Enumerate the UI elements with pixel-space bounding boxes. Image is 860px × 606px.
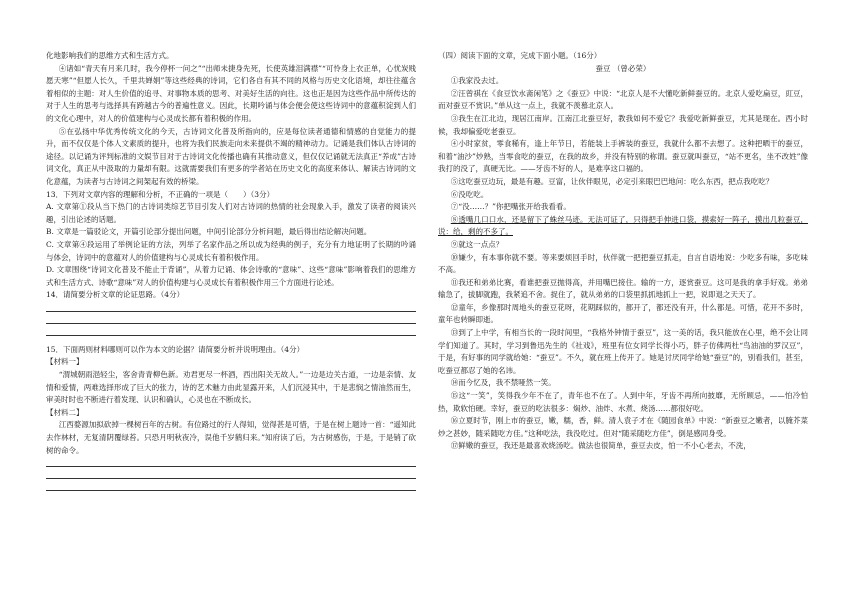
paragraph-8-underlined (438, 214, 808, 239)
question-13: 13．下列对文章内容的理解和分析，不正确的一项是（ ）（3分） (46, 189, 275, 199)
paragraph-14: ⑭而今忆及，我不禁哑然一笑。 (450, 378, 556, 388)
article-author: （曾必荣） (612, 63, 651, 73)
answer-line[interactable] (46, 335, 416, 336)
material-2-text: 江西婺源加拟砍掉一棵树百年的古树。有位路过的行人得知，觉得甚是可惜，于是在树上题诗一首：“遥知此去作林材，无复清阴覆绿苔。只恐月明秋夜冷，误他千岁鹤归来。”知府读了后，为古树感伤，于是，于是销了砍树的命令。 (46, 420, 416, 455)
q13-option-a: A. 文章第①段从当下热门的古诗词类综艺节目引发人们对古诗词的热情的社会现象入手，激发了读者的阅读兴趣，引出论述的话题。 (46, 202, 416, 224)
q13-option-b: B. 文章是一篇驳论文，开篇引论部分提出问题，中间引论部分分析问题，最后得出结论解决问题。 (46, 227, 372, 237)
material-1-text: “渭城朝雨浥轻尘，客舍青青柳色新。劝君更尽一杯酒，西出阳关无故人。”一边是边关古道，一边是亲情、友情和爱情，两难选择形成了巨大的张力，诗的艺术魅力由此显露开来，人们沉浸其中，于是悲悯之情油然而生，审美时时也不断进行着发现、认识和确认，心灵也在不断成长。 (46, 370, 416, 405)
paragraph-1: ①我家没去过。 (450, 76, 504, 86)
paragraph-13: ⑬到了上中学，有相当长的一段时间里，“我格外钟情于蚕豆”，这一美的话，我只能放在心里，绝不会让同学们知道了。其时，学习到鲁迅先生的《社戏》，班里有位女同学长得小巧，胖子仿佛两杜“鸟油油的罗汉豆”，于是，有好事的同学就给她：“蚕豆”。不久，就在班上传开了。她是讨厌同学给她“蚕豆”的，别看我们，甚至，吃蚕豆都忍了她的名讳。 (438, 328, 808, 375)
paragraph-11: ⑪我还和弟弟比赛，看谁把蚕豆抛得高，并用嘴巴接住。输的一方，逐赏蚕豆。这可是我的拿手好戏。弟弟输急了，拔脚就跑，我紧追不舍。捉住了，就从弟弟的口袋里抓抓地抓上一把，说即退之天天了。 (438, 277, 808, 300)
paragraph-8-part1: ⑧透嘴几口口水，还是留下了蛛丝马迹。无法可证了，只得把手伸进口袋，摸索好一阵子， (450, 214, 755, 224)
paragraph-8-part2: 摸出几粒蚕豆，说：给，剩的不多了。 (438, 214, 809, 237)
paragraph-2: ②汪曾祺在《食豆饮水斋闲笔》之《蚕豆》中说：“北京人是不大懂吃新鲜蚕豆的。北京人爱吃扁豆，豇豆，而对蚕豆不赏识。”单从这一点上，我就不羡慕北京人。 (438, 88, 808, 111)
paragraph-16: ⑯立夏时节，刚上市的蚕豆，嫩，糯，香，鲜。清人袁子才在《随园食单》中说：“新蚕豆之嫩者，以腌芥菜炒之甚妙，随采随吃方佳。”这种吃法，我没吃过。但对“随采随吃方佳”，倒是感同身受。 (438, 416, 808, 438)
paragraph-5: ⑤这吃蚕豆边玩，最是有趣。豆富，让伙伴眼见，必定引来眼巴巴地问：吃么东西，把点我吃吃？ (450, 176, 774, 186)
question-15: 15．下面两则材料哪则可以作为本文的论据？请简要分析并说明理由。（4分） (46, 344, 305, 354)
paragraph-12: ⑫童年，乡像那时周地头的蚕豆花呀，花期踩似的，都开了，都还没有开，什么都是。可惜，花开不多时，童年也转瞬即逝。 (438, 302, 808, 325)
answer-line[interactable] (46, 311, 416, 312)
paragraph-17: ⑰鲜嫩的蚕豆，我还是最喜欢烧汤吃。做法也很简单，蚕豆去皮，怕一不小心老去，不洗， (450, 441, 751, 451)
material-2-label: 【材料二】 (46, 407, 84, 417)
paragraph-3: ③我生在江北边，现居江南岸。江南江北蚕豆好，教我如何不爱它？我爱吃新鲜蚕豆，尤其是现在。西小时候，我却偏爱吃老蚕豆。 (438, 113, 808, 136)
q13-option-c: C. 文章第④段运用了举例论证的方法，列举了名家作品之所以成为经典的例子，充分有力地证明了长期的吟诵与体会，诗词中的意蕴对人的价值建构与心灵成长有着积极作用。 (46, 239, 416, 262)
paragraph-4: ④小时家贫，零食稀有，逢上年节日，若能装上手裤装的蚕豆，我就什么都不去想了。这种把晒干的蚕豆，和着“油沙”炒熟，当零食吃的蚕豆，在我的故乡，并没有特别的称谓。蚕豆就叫蚕豆，“站不更名，坐不改姓”像我打的没了，真硬无比。——牙齿不好的人，是难享这口福的。 (438, 139, 808, 174)
paragraph-5: ⑤在弘扬中华优秀传统文化的今天，古诗词文化普及所指向的，应是每位读者通德和情感的自觉能力的提升，而不仅仅是个体人文素质的提升，也将为我们民族走向未来提供不竭的精神动力。记诵是我们体认古诗词的途径。以记诵为评判标准的文娱节目对于古诗词文化传播也确有其推动意义，但仅仅记诵就无法真正“养成”古诗词文化，真正从中汲取的力量却有限。这就需要我们有更多的学者站在历史文化的高度来体认、解读古诗词的文化意蕴，为读者与古诗词之间架起有效的桥梁。 (46, 126, 416, 186)
answer-line[interactable] (46, 466, 416, 467)
paragraph-7: ⑦“没……？”你把嘴张开给我看看。 (450, 202, 571, 212)
paragraph-continuation: 化地影响我们的思维方式和生活方式。 (46, 51, 174, 60)
answer-lines-q14 (46, 311, 416, 336)
paragraph-9: ⑨就这一点点？ (450, 239, 504, 249)
section-heading: （四）阅读下面的文章，完成下面小题。（16分） (438, 51, 602, 60)
article-title-row (438, 63, 808, 76)
answer-line[interactable] (46, 323, 416, 324)
material-1-label: 【材料一】 (46, 357, 84, 367)
paragraph-15: ⑮这“一笑”，笑得我少年不在了，青年也不在了。人到中年，牙齿不再所向披靡，无所顾忌，——怕冷怕热，欺软怕硬。幸好，蚕豆的吃法很多：焖炒、油炸、水煮、烧汤……都很好吃。 (438, 391, 808, 413)
answer-lines-q15 (46, 466, 416, 491)
paragraph-4: ④诸如“青天有月来几时，我今停杯一问之”“出师未捷身先死，长使英雄泪满襟”“可怜身上衣正单，心忧炭贱愿天寒”“但愿人长久，千里共婵娟”等这些经典的诗词，它们各自有其不同的风格与历史文化语境，却往往蕴含着相似的主题：对人生价值的追寻、对事物本质的思考、对美好生活的向往。这也正是因为这些作品中所传达的对于人生的思考与选择具有跨越古今的普遍性意义。因此，长期吟诵与体会便会使这些诗词中的意蕴积淀到人们的文化心理中，对人的价值建构与心灵成长都有着积极的作用。 (46, 63, 416, 123)
article-title: 蚕豆 (595, 63, 611, 73)
question-14: 14．请简要分析文章的论证思路。（4分） (46, 290, 185, 300)
answer-line[interactable] (46, 490, 416, 491)
q13-option-d: D. 文章围绕“诗词文化普及不能止于背诵”，从着力记诵、体会诗歌的“意味”、这些“意味”影响着我们的思维方式和生活方式、诗歌“意味”对人的价值构建与心灵成长有着积极作用三个方面进行论述。 (46, 265, 416, 287)
left-column (46, 50, 416, 491)
paragraph-10: ⑩嫌少，有本事你就不要。等来要烦回手时，伙伴就一把把蚕豆抓走，自言自语地说：少吃多有味，多吃味不高。 (438, 252, 808, 275)
answer-line[interactable] (46, 478, 416, 479)
paragraph-6: ⑥没吃吃。 (450, 189, 489, 199)
right-column (438, 50, 808, 453)
